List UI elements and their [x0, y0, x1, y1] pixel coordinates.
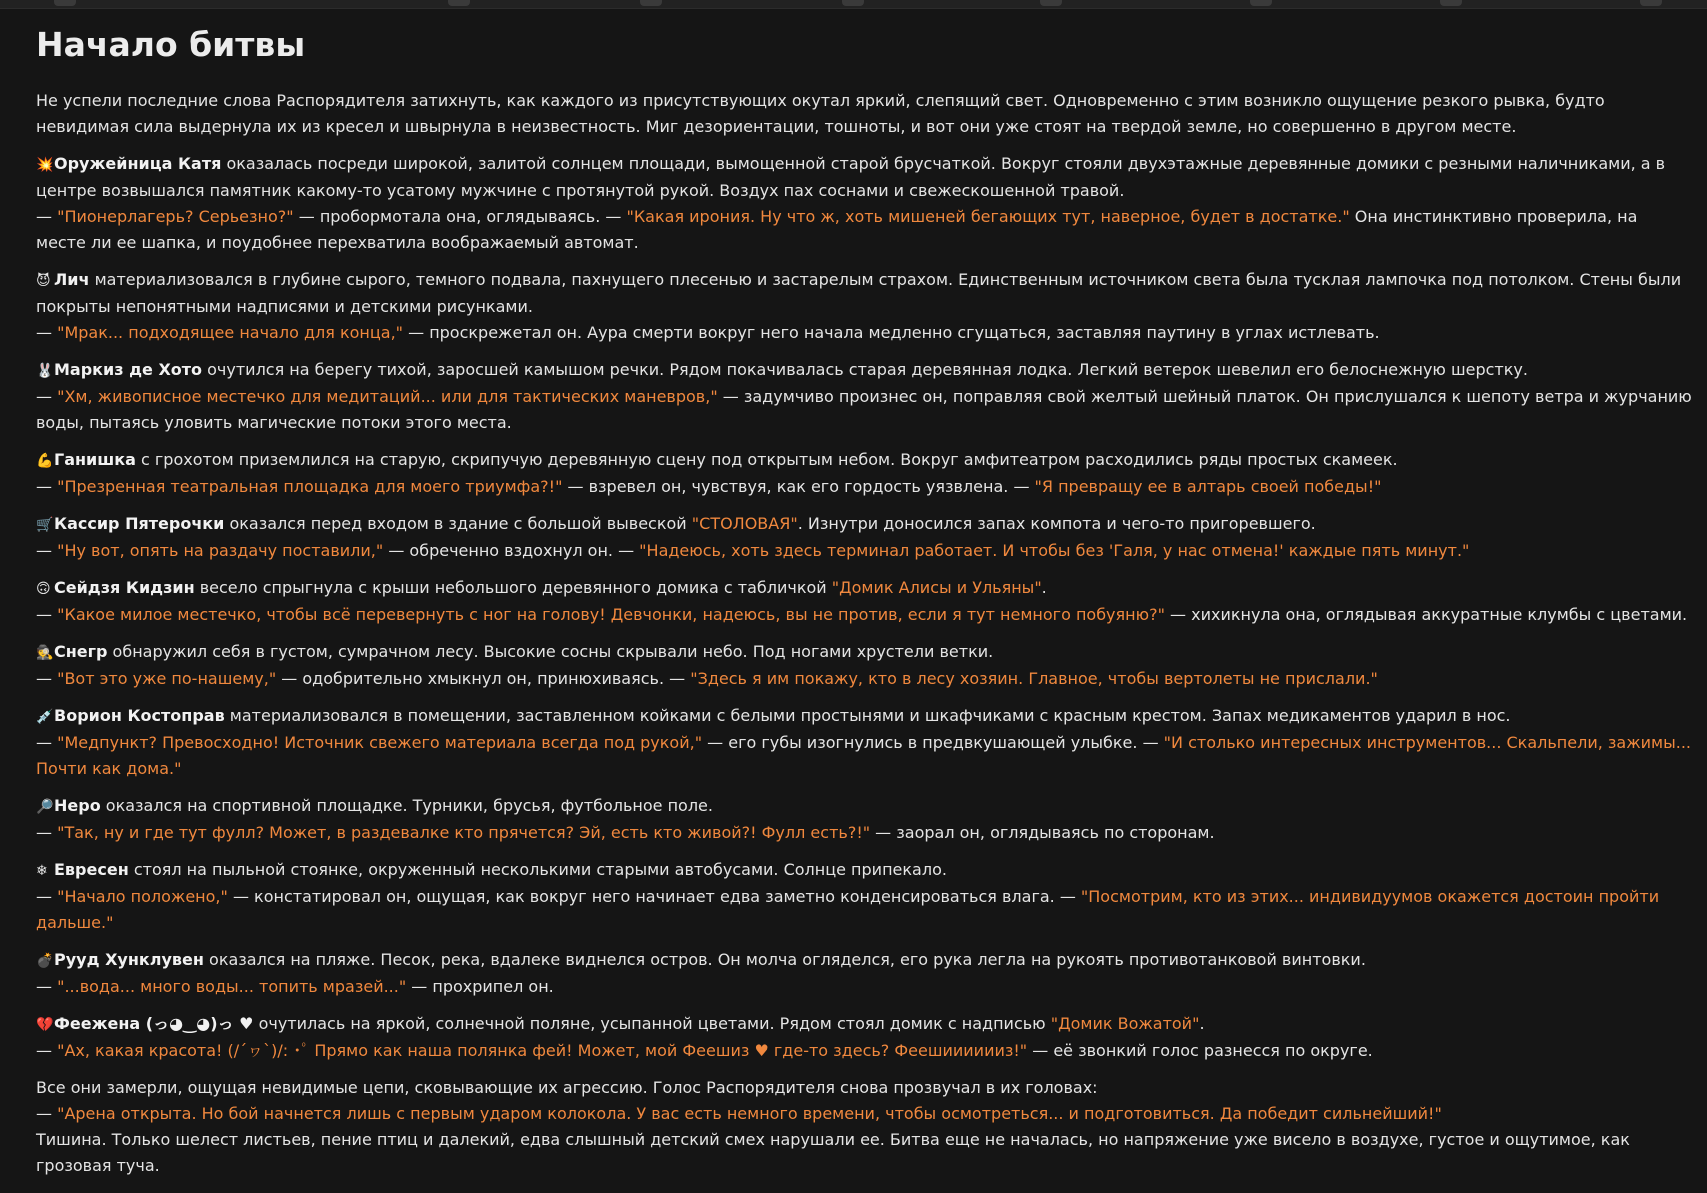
character-name: Оружейница Катя: [54, 154, 222, 173]
narration-text: .: [1199, 1014, 1205, 1033]
dialogue-quote: "Домик Алисы и Ульяны": [831, 578, 1042, 597]
character-name: Кассир Пятерочки: [54, 514, 225, 533]
page-title: Начало битвы: [36, 25, 306, 64]
narration-text: —: [36, 323, 58, 342]
character-emoji-icon: 💔: [36, 1017, 54, 1033]
dialogue-quote: "Ну вот, опять на раздачу поставили,": [57, 541, 384, 560]
character-name: Лич: [54, 270, 90, 289]
dialogue-quote: "Начало положено,": [57, 887, 228, 906]
narration-text: — взревел он, чувствуя, как его гордость уязвлена. —: [562, 477, 1035, 496]
toolbar-icon[interactable]: [1640, 0, 1662, 6]
dialogue-quote: "Медпункт? Превосходно! Источник свежего материала всегда под рукой,": [57, 733, 703, 752]
narration-text: материализовался в помещении, заставленном койками с белыми простынями и шкафчиками с красным крестом. Запах медикаментов ударил в нос.: [224, 706, 1511, 725]
dialogue-quote: "Вот это уже по-нашему,": [57, 669, 277, 688]
dialogue-quote: "Презренная театральная площадка для моего триумфа?!": [57, 477, 563, 496]
toolbar-icon[interactable]: [1440, 0, 1462, 6]
outro-paragraph: [36, 1075, 1692, 1179]
dialogue-quote: "Пионерлагерь? Серьезно?": [57, 207, 294, 226]
outro-text: Все они замерли, ощущая невидимые цепи, сковывающие их агрессию. Голос Распорядителя снова прозвучал в их головах:: [36, 1078, 1098, 1097]
character-name: Рууд Хунклувен: [54, 950, 204, 969]
character-emoji-icon: 💉: [36, 709, 54, 725]
narration-text: с грохотом приземлился на старую, скрипучую деревянную сцену под открытым небом. Вокруг амфитеатром расходились ряды простых скамеек.: [135, 450, 1398, 469]
dialogue-quote: "Какое милое местечко, чтобы всё перевернуть с ног на голову! Девчонки, надеюсь, вы не против, если я тут немного побуяню?": [57, 605, 1165, 624]
outro-closing-text: Тишина. Только шелест листьев, пение птиц и далекий, едва слышный детский смех нарушали ее. Битва еще не началась, но напряжение уже висело в воздухе, густое и ощутимое, как грозовая туча.: [36, 1130, 1630, 1175]
character-paragraph: [36, 703, 1692, 782]
narration-text: материализовался в глубине сырого, темного подвала, пахнущего плесенью и застарелым страхом. Единственным источником света была тусклая лампочка под потолком. Стены были покрыты непонятными надписями и детскими рисунками.: [36, 270, 1682, 316]
character-paragraph: [36, 1011, 1692, 1064]
character-paragraph: [36, 947, 1692, 1000]
narration-text: весело спрыгнула с крыши небольшого деревянного домика с табличкой: [194, 578, 832, 597]
narration-text: —: [36, 1041, 58, 1060]
narration-text: —: [36, 887, 58, 906]
dialogue-quote: "...вода... много воды... топить мразей...": [57, 977, 407, 996]
narration-text: .: [1041, 578, 1047, 597]
toolbar-icon[interactable]: [842, 0, 864, 6]
narration-text: —: [36, 977, 58, 996]
narration-text: обнаружил себя в густом, сумрачном лесу. Высокие сосны скрывали небо. Под ногами хрустели ветки.: [107, 642, 994, 661]
narration-text: стоял на пыльной стоянке, окруженный несколькими старыми автобусами. Солнце припекало.: [128, 860, 947, 879]
character-name: Ворион Костоправ: [54, 706, 225, 725]
toolbar-icon[interactable]: [54, 0, 76, 6]
narration-text: — хихикнула она, оглядывая аккуратные клумбы с цветами.: [1164, 605, 1688, 624]
dialogue-quote: "Здесь я им покажу, кто в лесу хозяин. Главное, чтобы вертолеты не прислали.": [690, 669, 1378, 688]
character-name: Ганишка: [54, 450, 136, 469]
dialogue-quote: "Надеюсь, хоть здесь терминал работает. И чтобы без 'Галя, у нас отмена!' каждые пять минут.": [639, 541, 1470, 560]
character-name: Феежена (っ◕‿◕)っ ♥: [54, 1014, 254, 1033]
narration-text: —: [36, 207, 58, 226]
narration-text: —: [36, 605, 58, 624]
character-emoji-icon: 🛒: [36, 517, 54, 533]
character-emoji-icon: 🔎: [36, 799, 54, 815]
announcer-quote: "Арена открыта. Но бой начнется лишь с первым ударом колокола. У вас есть немного времени, чтобы осмотреться... и подготовиться. Да победит сильнейший!": [57, 1104, 1442, 1123]
narration-text: — его губы изогнулись в предвкушающей улыбке. —: [702, 733, 1164, 752]
character-name: Евресен: [54, 860, 129, 879]
narration-text: — заорал он, оглядываясь по сторонам.: [870, 823, 1215, 842]
narration-text: — проскрежетал он. Аура смерти вокруг него начала медленно сгущаться, заставляя паутину в углах истлевать.: [403, 323, 1380, 342]
character-paragraph: [36, 511, 1692, 564]
narration-text: — прохрипел он.: [406, 977, 554, 996]
character-emoji-icon: 💥: [36, 157, 54, 173]
dialogue-quote: "Мрак... подходящее начало для конца,": [57, 323, 404, 342]
narration-text: —: [36, 387, 58, 406]
character-paragraphs: [36, 151, 1692, 1064]
character-name: Неро: [54, 796, 101, 815]
dialogue-quote: "Так, ну и где тут фулл? Может, в раздевалке кто прячется? Эй, есть кто живой?! Фулл есть?!": [57, 823, 871, 842]
character-paragraph: [36, 639, 1692, 692]
top-toolbar: [0, 0, 1707, 9]
narration-text: —: [36, 541, 58, 560]
narration-text: — одобрительно хмыкнул он, принюхиваясь. —: [276, 669, 691, 688]
narration-text: —: [36, 733, 58, 752]
message-content: [36, 18, 1692, 1190]
character-paragraph: [36, 857, 1692, 936]
narration-text: очутился на берегу тихой, заросшей камышом речки. Рядом покачивалась старая деревянная лодка. Легкий ветерок шевелил его белоснежную шерстку.: [202, 360, 1528, 379]
dialogue-quote: "СТОЛОВАЯ": [691, 514, 798, 533]
dialogue-quote: "Какая ирония. Ну что ж, хоть мишеней бегающих тут, наверное, будет в достатке.": [626, 207, 1350, 226]
narration-text: очутилась на яркой, солнечной поляне, усыпанной цветами. Рядом стоял домик с надписью: [253, 1014, 1051, 1033]
dialogue-quote: "Хм, живописное местечко для медитаций... или для тактических маневров,": [57, 387, 718, 406]
narration-text: оказалась посреди широкой, залитой солнцем площади, вымощенной старой брусчаткой. Вокруг стояли двухэтажные деревянные домики с резными наличниками, а в центре возвышался памятник какому-то усатому мужчине с протянутой рукой. Воздух пах соснами и свежескошенной травой.: [36, 154, 1666, 200]
narration-text: оказался перед входом в здание с большой вывеской: [224, 514, 692, 533]
character-paragraph: [36, 793, 1692, 846]
narration-text: —: [36, 823, 58, 842]
narration-text: — её звонкий голос разнесся по округе.: [1027, 1041, 1373, 1060]
narration-text: — констатировал он, ощущая, как вокруг него начинает едва заметно конденсироваться влага. —: [227, 887, 1081, 906]
narration-text: —: [36, 669, 58, 688]
character-emoji-icon: 💪: [36, 453, 54, 469]
narration-text: оказался на спортивной площадке. Турники, брусья, футбольное поле.: [100, 796, 713, 815]
dialogue-quote: "Посмотрим, кто из этих... индивидуумов окажется достоин пройти дальше.": [36, 887, 1660, 932]
character-paragraph: [36, 575, 1692, 628]
narration-text: — пробормотала она, оглядываясь. —: [293, 207, 627, 226]
character-name: Сейдзя Кидзин: [54, 578, 195, 597]
narration-text: — обреченно вздохнул он. —: [383, 541, 640, 560]
character-emoji-icon: 😈: [36, 273, 51, 289]
dialogue-quote: "Ах, какая красота! (/´ヮ`)/: ･ﾟ Прямо как наша полянка фей! Может, мой Феешиз ♥ где-то здесь? Феешииииииз!": [57, 1041, 1028, 1060]
character-emoji-icon: 💣: [36, 953, 54, 969]
character-paragraph: [36, 447, 1692, 500]
dialogue-quote: "Домик Вожатой": [1050, 1014, 1200, 1033]
dialogue-quote: "Я превращу ее в алтарь своей победы!": [1034, 477, 1382, 496]
narration-text: —: [36, 477, 58, 496]
toolbar-icon[interactable]: [640, 0, 662, 6]
character-name: Маркиз де Хото: [54, 360, 203, 379]
character-emoji-icon: 🕵: [36, 645, 54, 661]
intro-paragraph: Не успели последние слова Распорядителя затихнуть, как каждого из присутствующих окутал яркий, слепящий свет. Одновременно с этим возникло ощущение резкого рывка, будто невидимая сила выдернула их из кресел и швырнула в неизвестность. Миг дезориентации, тошноты, и вот они уже стоят на твердой земле, но совершенно в другом месте.: [36, 91, 1605, 136]
toolbar-icon[interactable]: [1040, 0, 1062, 6]
character-emoji-icon: 🙃: [36, 581, 51, 597]
toolbar-icon[interactable]: [1250, 0, 1272, 6]
character-paragraph: [36, 267, 1692, 346]
character-paragraph: [36, 151, 1692, 256]
character-emoji-icon: 🐰: [36, 363, 54, 379]
character-emoji-icon: ❄: [36, 863, 48, 879]
character-paragraph: [36, 357, 1692, 436]
narration-text: оказался на пляже. Песок, река, вдалеке виднелся остров. Он молча огляделся, его рука легла на рукоять противотанковой винтовки.: [203, 950, 1366, 969]
toolbar-icon[interactable]: [448, 0, 470, 6]
character-name: Снегр: [54, 642, 108, 661]
dialogue-quote: "И столько интересных инструментов... Скальпели, зажимы... Почти как дома.": [36, 733, 1691, 778]
narration-text: . Изнутри доносился запах компота и чего-то пригоревшего.: [797, 514, 1316, 533]
outro-dash: —: [36, 1104, 58, 1123]
narration-text: Она инстинктивно проверила, на месте ли ее шапка, и поудобнее перехватила воображаемый автомат.: [36, 207, 1638, 252]
narration-text: — задумчиво произнес он, поправляя свой желтый шейный платок. Он прислушался к шепоту ветра и журчанию воды, пытаясь уловить магические потоки этого места.: [36, 387, 1692, 432]
